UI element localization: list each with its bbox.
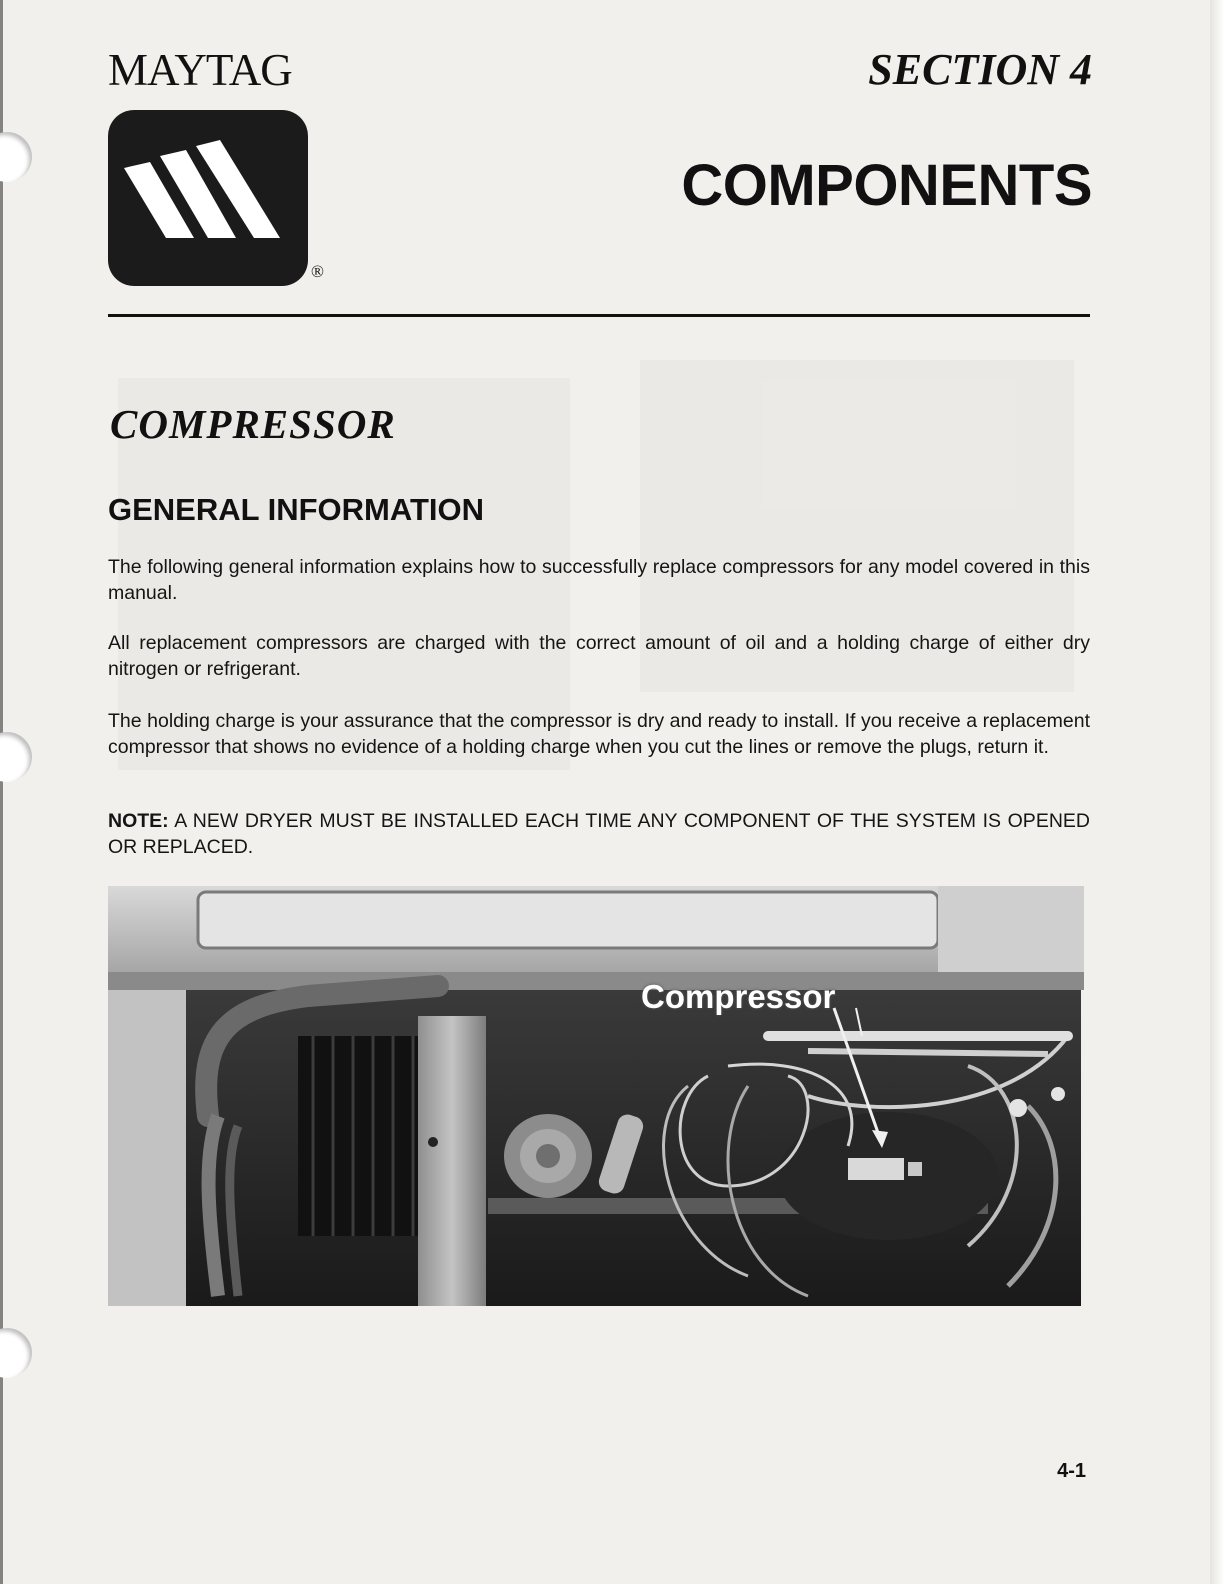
paragraph-holding-charge: The holding charge is your assurance that the compressor is dry and ready to install. If you receive a replacement compressor that shows no evidence of a holding charge when you cut the lines or remove the plugs, return it. bbox=[108, 710, 1090, 758]
compressor-callout-label: Compressor bbox=[641, 978, 836, 1015]
binder-hole-top bbox=[0, 132, 32, 182]
binder-hole-middle bbox=[0, 732, 32, 782]
section-heading: COMPRESSOR bbox=[110, 401, 396, 447]
note-label: NOTE: bbox=[108, 810, 169, 832]
page-right-edge bbox=[1210, 0, 1224, 1584]
subsection-heading: GENERAL INFORMATION bbox=[108, 492, 485, 527]
brand-name: MAYTAG bbox=[108, 45, 292, 95]
paragraph-charge: All replacement compressors are charged with the correct amount of oil and a holding charge of either dry nitrogen or refrigerant. bbox=[108, 632, 1090, 680]
page-title: COMPONENTS bbox=[681, 153, 1092, 218]
registered-trademark: ® bbox=[311, 262, 324, 281]
section-label: SECTION 4 bbox=[868, 45, 1092, 94]
note-text: A NEW DRYER MUST BE INSTALLED EACH TIME ANY COMPONENT OF THE SYSTEM IS OPENED OR REPLACED. bbox=[108, 810, 1090, 858]
page-number: 4-1 bbox=[1057, 1460, 1086, 1482]
binder-hole-bottom bbox=[0, 1328, 32, 1378]
note-paragraph bbox=[108, 808, 1090, 860]
header-divider bbox=[108, 314, 1090, 317]
paragraph-intro: The following general information explains how to successfully replace compressors for any model covered in this manual. bbox=[108, 556, 1090, 604]
maytag-m-logo-icon bbox=[108, 110, 308, 286]
compressor-photo bbox=[108, 886, 1084, 1306]
